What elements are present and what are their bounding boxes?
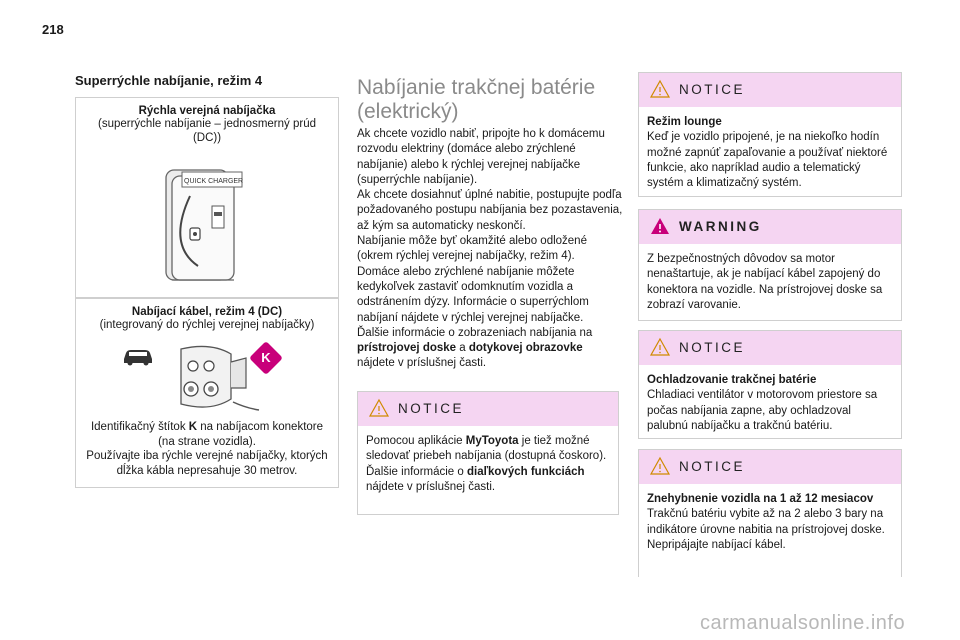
notice-header	[639, 331, 901, 365]
warning-box	[638, 209, 902, 321]
notice-body	[639, 107, 901, 197]
identification-text: Identifikačný štítok K na nabíjacom konektore (na strane vozidla).	[90, 421, 324, 448]
body-text	[357, 127, 623, 372]
notice-bold-title: Ochladzovanie trakčnej batérie	[647, 374, 817, 386]
notice-text: Nepripájajte nabíjací kábel.	[647, 538, 786, 551]
notice-label: NOTICE	[679, 340, 746, 355]
section-heading: Superrýchle nabíjanie, režim 4	[75, 73, 263, 88]
notice-text: Trakčnú batériu vybite až na 2 alebo 3 bary na indikátore úrovne nabitia na prístrojovej doske.	[647, 508, 885, 536]
notice-box-immobilization	[638, 449, 902, 577]
notice-box-cooling	[638, 330, 902, 439]
car-icon	[121, 346, 155, 366]
box-subtitle: (integrovaný do rýchlej verejnej nabíjačky)	[99, 319, 315, 331]
box-subtitle: (superrýchle nabíjanie – jednosmerný prúd (DC))	[98, 118, 316, 144]
page-title: Nabíjanie trakčnej batérie (elektrický)	[357, 76, 596, 123]
page-number: 218	[42, 22, 64, 37]
notice-label: NOTICE	[679, 82, 746, 97]
watermark-footer: carmanualsonline.info	[700, 612, 906, 634]
notice-body	[358, 426, 618, 501]
warning-triangle-icon	[649, 79, 671, 99]
notice-text: Keď je vozidlo pripojené, je na niekoľko hodín možné zapnúť zapaľovanie a používať niektoré funkcie, ako napríklad audio a telematický systém a klimatizačný systém.	[647, 131, 888, 190]
warning-triangle-icon	[649, 216, 671, 236]
cable-length-text: Používajte iba rýchle verejné nabíjačky, ktorých dĺžka kábla nepresahuje 30 metrov.	[86, 450, 328, 477]
notice-text: Pomocou aplikácie MyToyota je tiež možné sledovať priebeh nabíjania (dostupná čoskoro).	[366, 435, 607, 463]
notice-body	[639, 365, 901, 440]
cable-info-box	[75, 298, 339, 488]
notice-box-mytoyota	[357, 391, 619, 515]
notice-label: NOTICE	[398, 401, 465, 416]
dc-connector-illustration	[171, 344, 261, 414]
warning-triangle-icon	[368, 398, 390, 418]
notice-text: Ďalšie informácie o diaľkových funkciách nájdete v príslušnej časti.	[366, 465, 585, 493]
notice-label: NOTICE	[679, 459, 746, 474]
notice-text: Chladiaci ventilátor v motorovom priestore sa počas nabíjania zapne, aby ochladzoval palubnú nabíjačku a trakčnú batériu.	[647, 389, 878, 432]
box-title: Rýchla verejná nabíjačka	[138, 105, 276, 117]
paragraph: Domáce alebo zrýchlené nabíjanie môžete kedykoľvek zastaviť odomknutím vozidla a odstránením dýzy. Informácie o superrýchlom nabíjaní nájdete v rýchlej verejnej nabíjačke.	[357, 265, 589, 324]
warning-triangle-icon	[649, 456, 671, 476]
notice-header	[358, 392, 618, 426]
notice-header	[639, 450, 901, 484]
box-title: Nabíjací kábel, režim 4 (DC)	[131, 306, 283, 318]
warning-text: Z bezpečnostných dôvodov sa motor nenaštartuje, ak je nabíjací kábel zapojený do konektora na vozidle. Na prístrojovej doske sa zobrazí varovanie.	[647, 253, 883, 311]
paragraph: Ak chcete vozidlo nabiť, pripojte ho k domácemu rozvodu elektriny (domáce alebo zrýchlené nabíjanie) alebo k rýchlej verejnej nabíjačke (superrýchle nabíjanie).	[357, 128, 605, 186]
quick-charger-illustration	[162, 166, 252, 284]
notice-bold-title: Režim lounge	[647, 116, 722, 128]
paragraph: Ak chcete dosiahnuť úplné nabitie, postupujte podľa požadovaného postupu nabíjania bez pozastavenia, až kým sa automaticky neskončí.	[357, 189, 623, 232]
warning-triangle-icon	[649, 337, 671, 357]
notice-header	[639, 73, 901, 107]
paragraph: Nabíjanie môže byť okamžité alebo odložené (okrem rýchlej verejnej nabíjačky, režim 4).	[357, 235, 587, 263]
charger-info-box	[75, 97, 339, 298]
charger-sign-text: QUICK CHARGER	[184, 178, 244, 185]
label-k-text: K	[261, 350, 271, 365]
notice-box-lounge	[638, 72, 902, 197]
warning-label: WARNING	[679, 219, 762, 234]
notice-bold-title: Znehybnenie vozidla na 1 až 12 mesiacov	[647, 493, 874, 505]
paragraph: Ďalšie informácie o zobrazeniach nabíjania na prístrojovej doske a dotykovej obrazovke nájdete v príslušnej časti.	[357, 326, 593, 370]
warning-header	[639, 210, 901, 244]
warning-body	[639, 244, 901, 319]
notice-body	[639, 484, 901, 559]
